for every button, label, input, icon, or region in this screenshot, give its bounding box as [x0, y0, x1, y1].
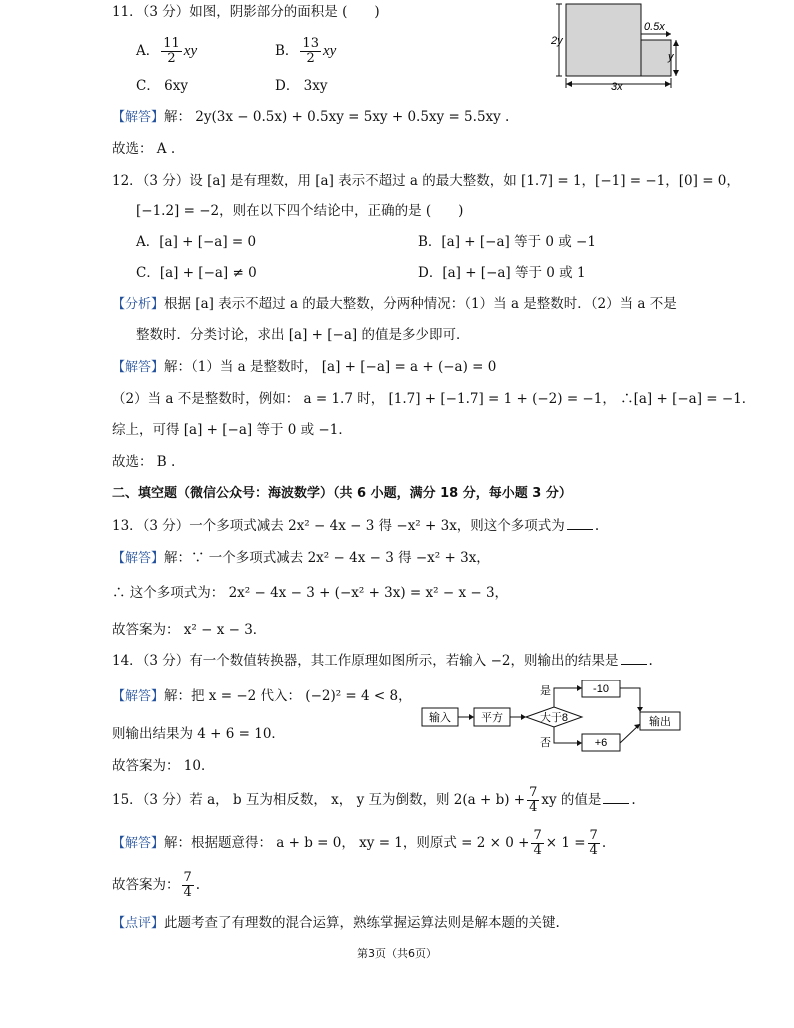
figure-large-rect — [566, 4, 641, 76]
q15-final: 故答案为： $\frac{7}{4}$ . — [112, 870, 201, 900]
q12-stem-line1: 12．（3 分）设 [a] 是有理数，用 [a] 表示不超过 a 的最大整数，如 [1.7] = 1，[−1] = −1，[0] = 0， — [112, 173, 740, 189]
svg-text:平方: 平方 — [481, 712, 503, 724]
flow-no-label: 否 — [540, 737, 551, 749]
q15-review: 【点评】此题考查了有理数的混合运算，熟练掌握运算法则是解本题的关键. — [112, 915, 560, 931]
q12-option-c: C．[a] + [−a] ≠ 0 — [136, 265, 257, 281]
answer-blank — [567, 517, 593, 530]
q12-analysis-line1: 【分析】根据 [a] 表示不超过 a 的最大整数，分两种情况：（1）当 a 是整数时．（2）当 a 不是 — [112, 296, 677, 312]
answer-tag: 【解答】 — [112, 551, 165, 566]
q11-stem: 11．（3 分）如图，阴影部分的面积是 ( ) — [112, 4, 380, 20]
q13-final: 故答案为： x² − x − 3． — [112, 622, 267, 638]
q11-option-b: B． $\frac{13}{2}$ xy — [275, 36, 337, 66]
q13-stem: 13．（3 分）一个多项式减去 2x² − 4x − 3 得 −x² + 3x，则这个多项式为 . — [112, 518, 600, 534]
analysis-tag: 【分析】 — [112, 297, 165, 312]
q15-final-fraction: $\frac{7}{4}$ — [183, 870, 192, 900]
svg-text:+6: +6 — [594, 737, 608, 749]
q14-answer-line2: 则输出结果为 4 + 6 = 10． — [112, 726, 285, 742]
svg-text:大于8: 大于8 — [539, 712, 569, 724]
svg-text:输入: 输入 — [429, 712, 451, 724]
q11-option-b-fraction: $\frac{13}{2}$ — [302, 36, 319, 66]
q15-answer-fraction-2: $\frac{7}{4}$ — [589, 828, 598, 858]
figure-small-rect — [641, 40, 671, 76]
q14-stem: 14．（3 分）有一个数值转换器，其工作原理如图所示，若输入 −2，则输出的结果是 . — [112, 653, 653, 669]
q14-answer-line1: 【解答】解：把 x = −2 代入： (−2)² = 4 < 8， — [112, 688, 412, 704]
svg-text:输出: 输出 — [649, 716, 671, 728]
answer-tag: 【解答】 — [112, 689, 165, 704]
q13-answer-line2: ∴ 这个多项式为： 2x² − 4x − 3 + (−x² + 3x) = x² − x − 3， — [112, 585, 509, 601]
page-footer: 第3页（共6页） — [357, 947, 437, 960]
q15-answer: 【解答】解：根据题意得： a + b = 0， xy = 1，则原式 = 2 × 0 + $\frac{7}{4}$ × 1 = $\frac{7}{4}$ . — [112, 828, 607, 858]
answer-tag: 【解答】 — [112, 110, 165, 125]
q11-option-a: A． $\frac{11}{2}$ xy — [136, 36, 198, 66]
q15-answer-fraction-1: $\frac{7}{4}$ — [533, 828, 542, 858]
q15-stem: 15．（3 分）若 a， b 互为相反数， x， y 互为倒数，则 2(a + b) + $\frac{7}{4}$ xy 的值是 . — [112, 785, 636, 815]
q12-analysis-line2: 整数时．分类讨论，求出 [a] + [−a] 的值是多少即可． — [136, 327, 470, 343]
answer-blank — [621, 652, 647, 665]
answer-tag: 【解答】 — [112, 360, 165, 375]
q12-option-b: B．[a] + [−a] 等于 0 或 −1 — [418, 234, 596, 250]
q12-stem-line2: [−1.2] = −2，则在以下四个结论中，正确的是 ( ) — [136, 203, 464, 219]
answer-tag: 【解答】 — [112, 836, 165, 851]
svg-text:-10: -10 — [593, 683, 609, 695]
review-tag: 【点评】 — [112, 916, 165, 931]
answer-blank — [603, 791, 629, 804]
figure-label-y: y — [668, 51, 674, 63]
q11-option-c: C． 6xy — [136, 78, 188, 94]
q14-flowchart — [418, 680, 688, 756]
figure-label-05x: 0.5x — [644, 21, 665, 33]
q11-figure — [548, 0, 698, 92]
q15-stem-fraction: $\frac{7}{4}$ — [529, 785, 538, 815]
figure-label-2y: 2y — [551, 35, 563, 47]
q12-option-d: D．[a] + [−a] 等于 0 或 1 — [418, 265, 586, 281]
q13-answer-line1: 【解答】解：∵ 一个多项式减去 2x² − 4x − 3 得 −x² + 3x， — [112, 550, 490, 566]
q11-answer: 【解答】解： 2y(3x − 0.5x) + 0.5xy = 5xy + 0.5xy = 5.5xy . — [112, 109, 510, 125]
q11-choice: 故选： A . — [112, 141, 176, 157]
q12-answer-line2: （2）当 a 不是整数时，例如： a = 1.7 时， [1.7] + [−1.7] = 1 + (−2) = −1， ∴[a] + [−a] = −1． — [112, 391, 756, 407]
q12-option-a: A．[a] + [−a] = 0 — [136, 234, 257, 250]
q12-answer-line3: 综上，可得 [a] + [−a] 等于 0 或 −1． — [112, 422, 352, 438]
q11-option-a-fraction: $\frac{11}{2}$ — [163, 36, 180, 66]
q11-option-d: D． 3xy — [275, 78, 328, 94]
flow-yes-label: 是 — [540, 685, 551, 697]
figure-label-3x: 3x — [611, 81, 623, 92]
q14-final: 故答案为： 10． — [112, 758, 215, 774]
q12-answer-line1: 【解答】解：（1）当 a 是整数时， [a] + [−a] = a + (−a) = 0 — [112, 359, 497, 375]
q12-choice: 故选： B . — [112, 454, 176, 470]
section-2-heading: 二、填空题（微信公众号：海波数学）（共 6 小题，满分 18 分，每小题 3 分） — [112, 486, 572, 501]
